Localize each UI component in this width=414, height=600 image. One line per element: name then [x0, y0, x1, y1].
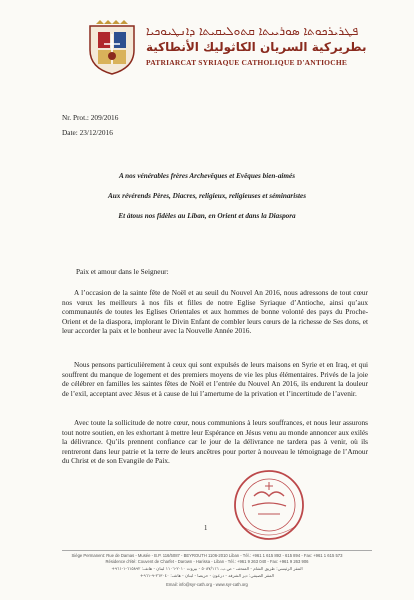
- latin-title: PATRIARCAT SYRIAQUE CATHOLIQUE D'ANTIOCHE: [146, 58, 348, 67]
- coat-of-arms-logo: [86, 20, 138, 76]
- paragraph-2: Nous pensons particulièrement à ceux qui sont expulsés de leurs maisons en Syrie et en Iraq, et qui souffrent du manque de logement et des premiers moyens de vie les plus élémentaires. Privés de la joie de célébrer en familles les saintes fêtes de Noël et l’entrée du Nouvel An 2016, ils endurent la douleur de l’exil, acceptant avec Jésus et à cause de lui l’amertume de la privation et l’incertitude de l’avenir.: [62, 360, 368, 398]
- letter-date: Date: 23/12/2016: [62, 128, 113, 137]
- patriarchal-stamp: [228, 466, 310, 544]
- footer-email-web: Email: info@syr-cath.org - www.syr-cath.org: [166, 582, 248, 587]
- footer-divider: [62, 550, 372, 551]
- address-line-3: Et àtous nos fidèles au Liban, en Orient et dans la Diaspora: [118, 212, 296, 220]
- arabic-title: بطريركية السريان الكاثوليك الأنطاكية: [146, 40, 367, 54]
- footer-line-4: المقر الصيفي: دير الشرفة - درعون - حريصا - لبنان - هاتف: ٢٦٣٠٤٠-٩-٩٦١+: [140, 573, 274, 578]
- footer-line-2: Résidence d'été: Couvent de Charfet - Darown - Harissa - Liban - Tél.: +961 9 263 040 - Fax: +961 9 263 906: [105, 559, 309, 564]
- page-number: 1: [204, 525, 208, 532]
- footer-line-1: Siège Permanent: Rue de Damas - Musée - B.P. 116/5087 - BEYROUTH 1106-2010 Liban - Tél.: +961 1 615 892 - 615 894 - Fax: +961 1 615 573: [71, 553, 343, 558]
- paragraph-1: A l’occasion de la sainte fête de Noël et au seuil du Nouvel An 2016, nous adressons de tout cœur nos vœux les meilleurs à nos fils et filles de notre Eglise Syriaque d’Antioche, ainsi qu’aux communautés de toutes les Eglises Orientales et aux hommes de bonne volonté des pays du Proche-Orient et de la diaspora, implorant le Divin Enfant de combler leurs cœurs de la richesse de Ses dons, et leur accorder la paix et le bonheur avec la Nouvelle Année 2016.: [62, 288, 368, 336]
- address-line-1: A nos vénérables frères Archevêques et Evêques bien-aimés: [118, 172, 295, 180]
- syriac-title: ܦܛܪܝܪܟܘܬܐ ܣܘܪܝܝܬܐ ܩܬܘܠܝܩܝܬܐ ܕܐܢܛܝܘܟܝܐ: [146, 24, 359, 38]
- footer-line-3: المقر الرئيسي: طريق الشام - المتحف - ص.ب. ٥٠٨٧/١١٦ - بيروت ٢٠١٠-١١٠٦ لبنان - هاتف: ٦١٥٨٩٢-١-٩٦١+: [111, 566, 303, 571]
- opening-salutation: Paix et amour dans le Seigneur:: [76, 267, 169, 276]
- address-line-2: Aux révérends Pères, Diacres, religieux, religieuses et séminaristes: [107, 192, 307, 200]
- protocol-number: Nr. Prot.: 209/2016: [62, 113, 119, 122]
- paragraph-3: Avec toute la sollicitude de notre cœur, nous communions à leurs souffrances, et nous leur assurons tout notre soutien, en les exhortant à mettre leur Espérance en Jésus venu au monde annoncer aux exilés la délivrance. Qu’ils prennent confiance car le jour de la délivrance ne tardera pas à venir, où ils rentreront dans leur patrie et la terre de leurs ancêtres pour porter à nouveau le témoignage de l’Amour du Christ et de son Evangile de Paix.: [62, 418, 368, 466]
